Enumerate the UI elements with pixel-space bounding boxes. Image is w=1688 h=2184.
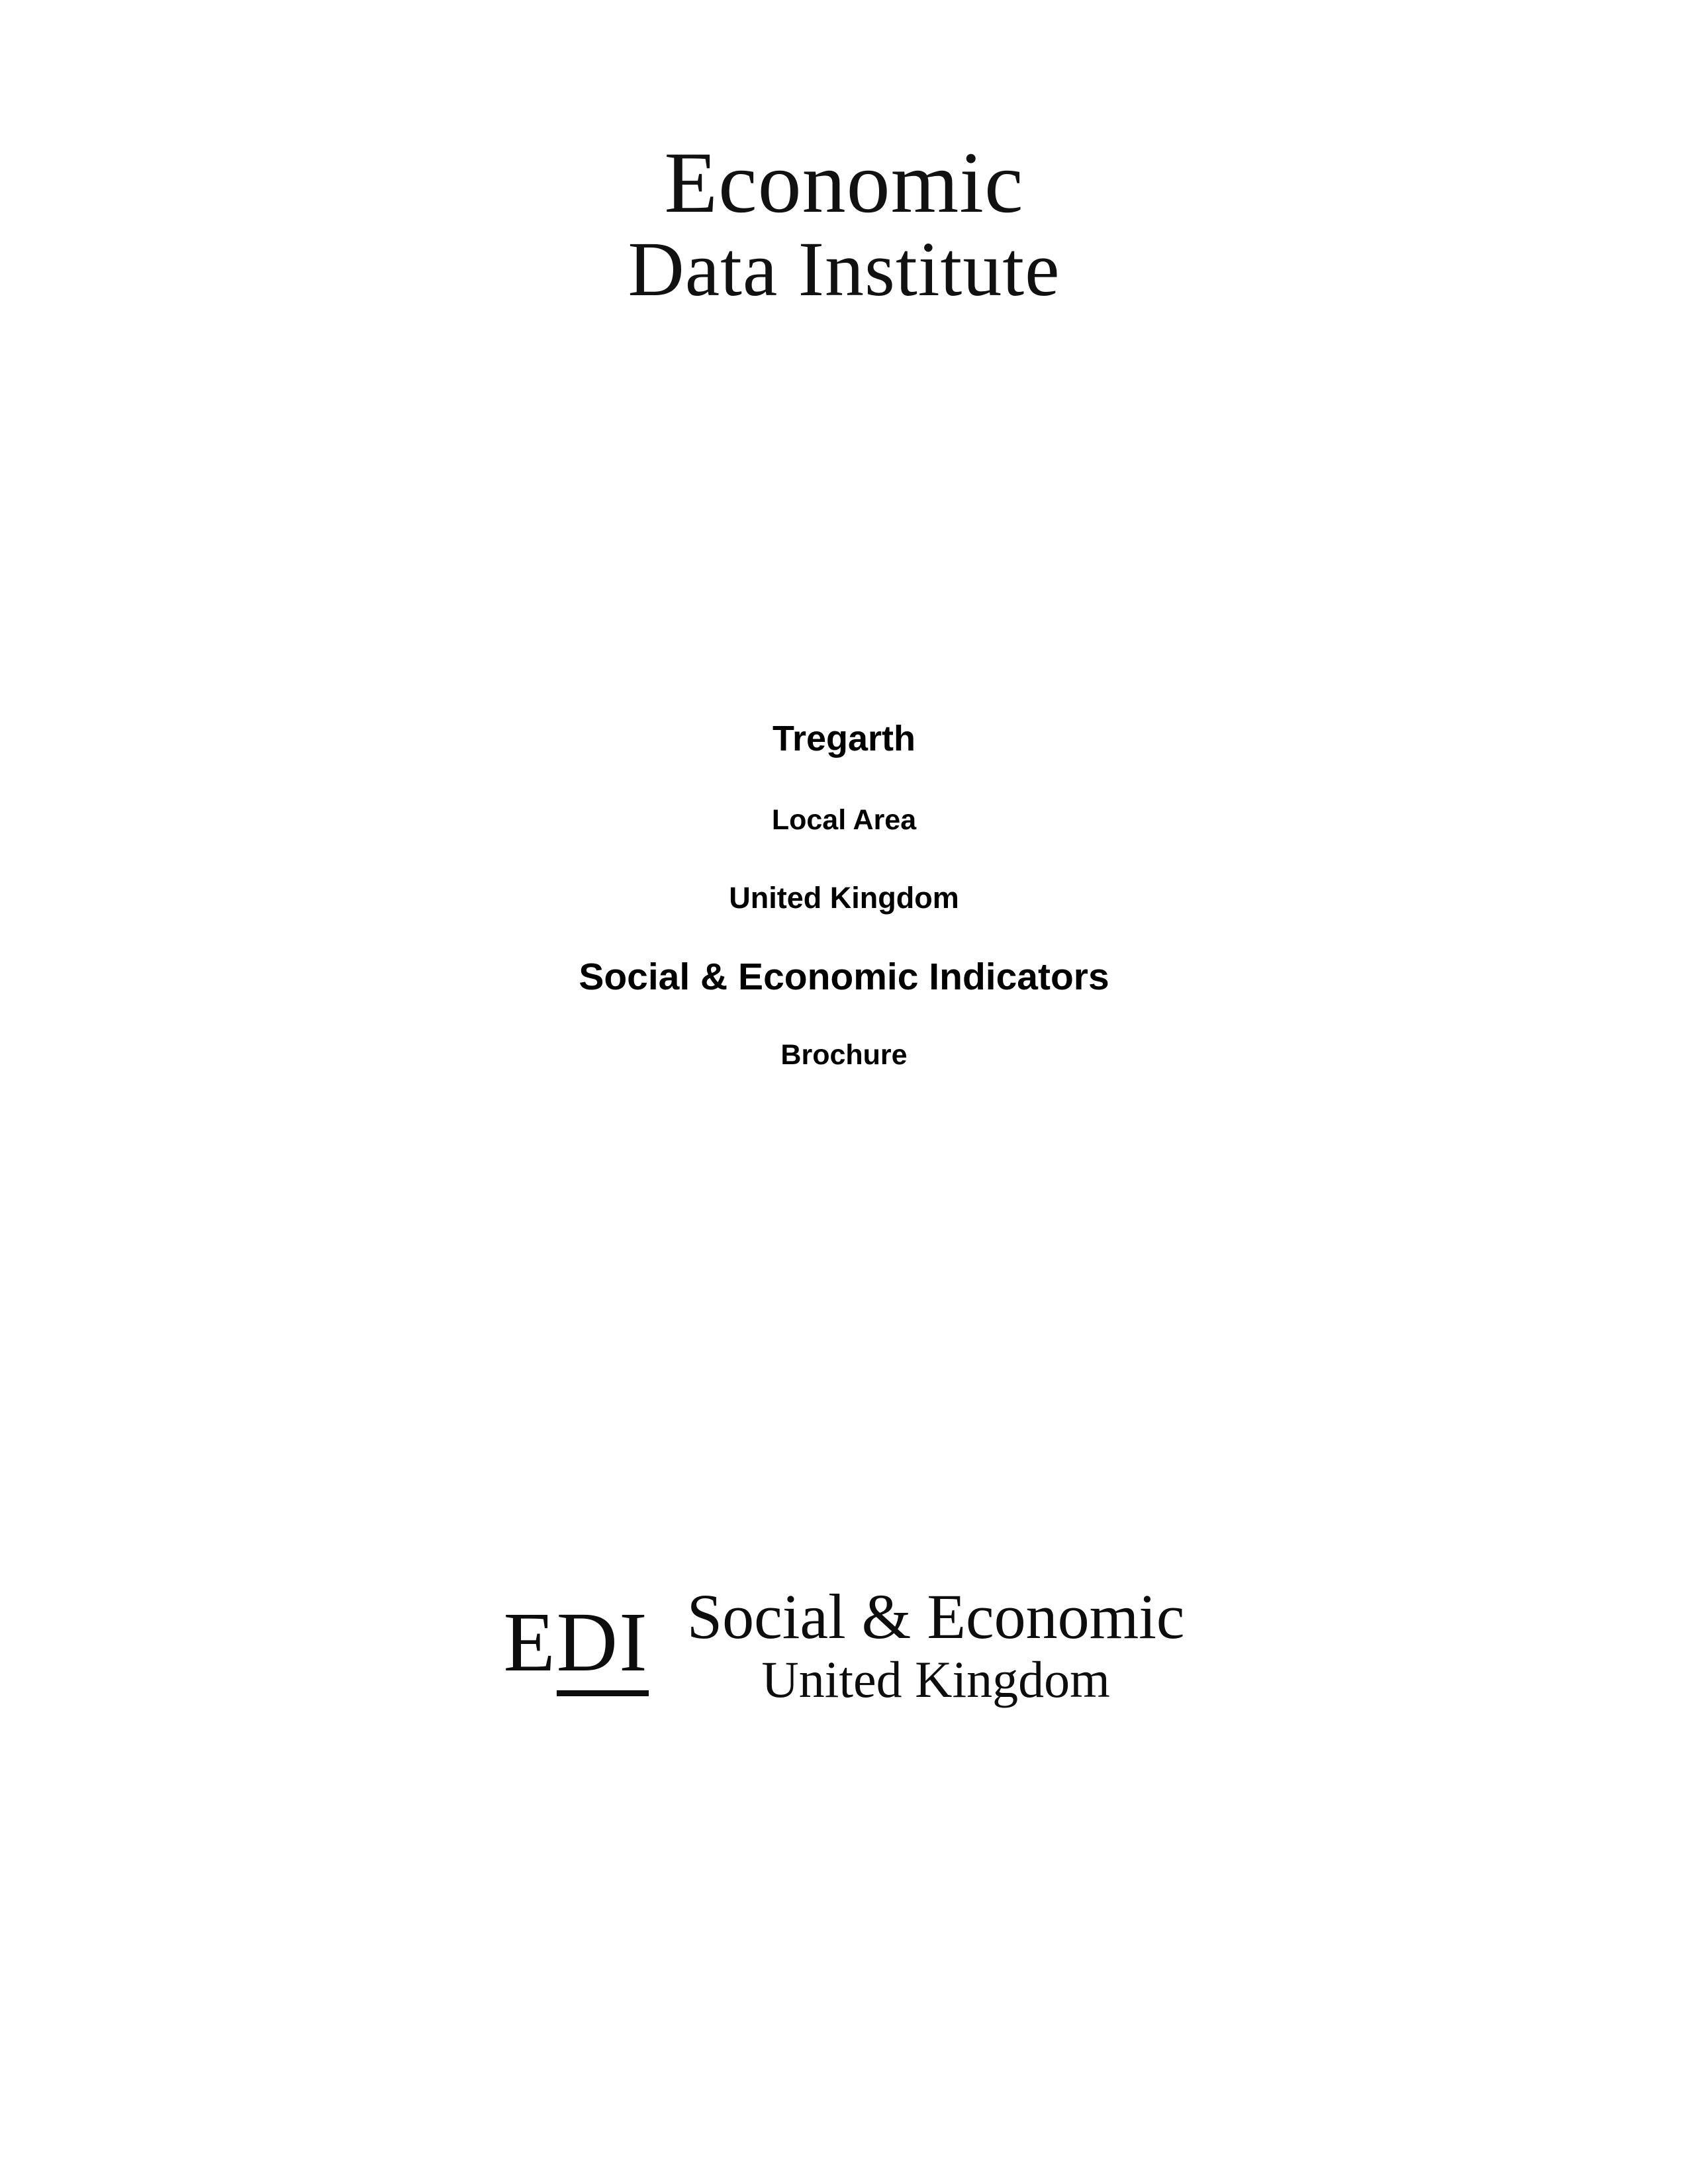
cover-title-block	[0, 718, 1688, 1071]
publisher-logo-line1: Economic	[664, 134, 1024, 231]
country-name: United Kingdom	[729, 880, 959, 915]
document-type: Brochure	[780, 1038, 908, 1071]
publisher-logo	[0, 134, 1688, 312]
area-type: Local Area	[771, 804, 917, 837]
edi-wordmark-di: DI	[557, 1595, 649, 1696]
edi-footer-text-line1: Social & Economic	[686, 1581, 1185, 1652]
edi-footer-logo	[0, 1581, 1688, 1708]
report-subject: Social & Economic Indicators	[579, 956, 1109, 999]
edi-wordmark-e: E	[503, 1595, 557, 1689]
edi-footer-text-line2: United Kingdom	[761, 1651, 1110, 1708]
area-name: Tregarth	[772, 719, 916, 758]
edi-footer-text	[686, 1581, 1185, 1708]
edi-wordmark	[503, 1595, 649, 1691]
publisher-logo-line2: Data Institute	[628, 226, 1060, 312]
